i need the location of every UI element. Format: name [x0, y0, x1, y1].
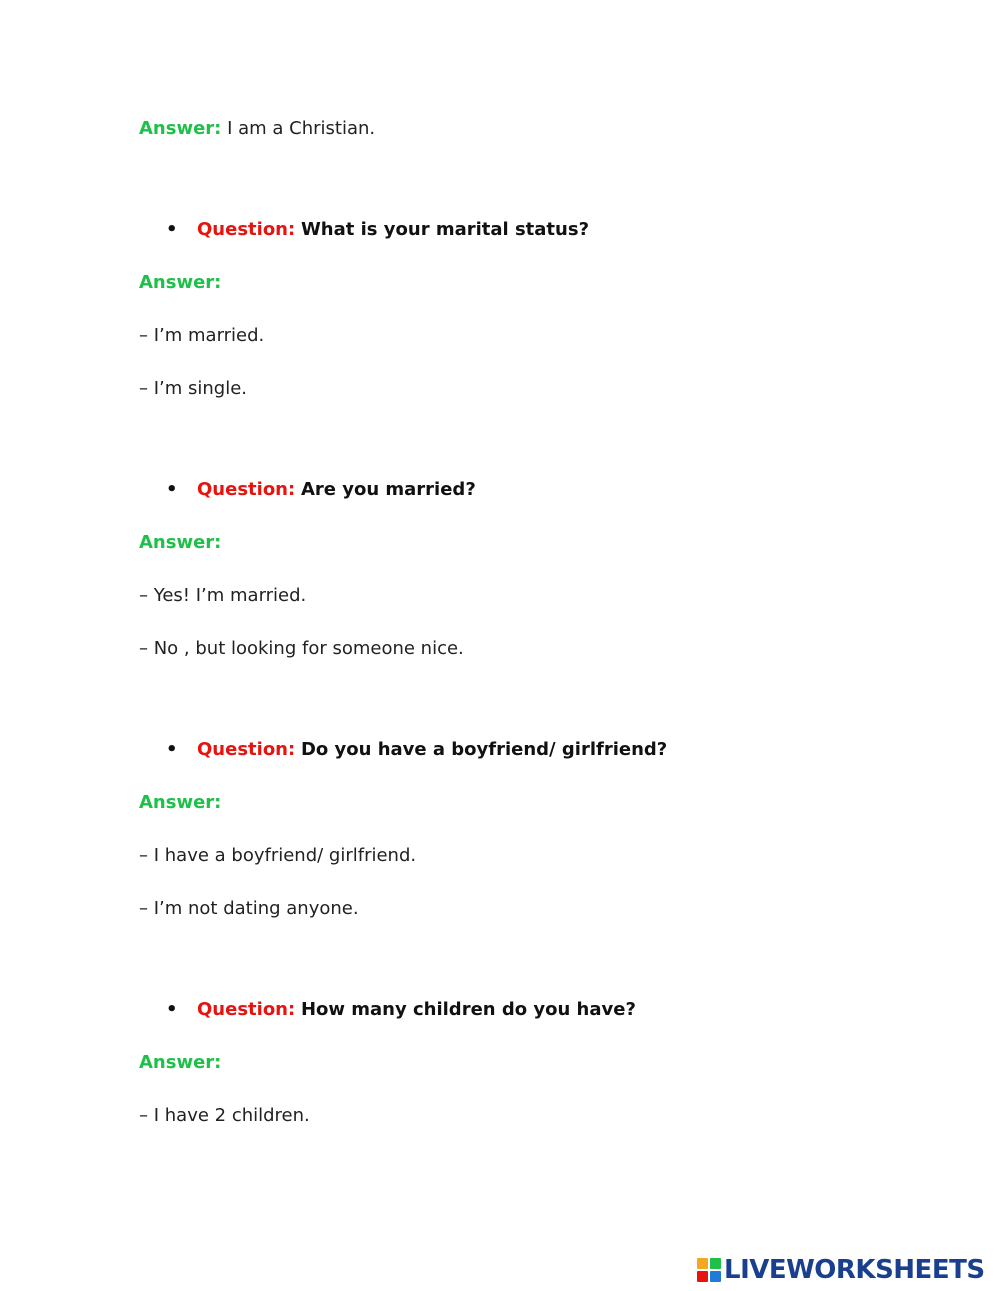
answer-label: Answer: [139, 272, 222, 293]
question-item [166, 478, 476, 502]
bullet-icon: • [166, 739, 178, 760]
answer-option: – No , but looking for someone nice. [139, 638, 464, 659]
answer-option: – I’m not dating anyone. [139, 898, 359, 919]
answer-heading [139, 531, 221, 555]
logo-block [697, 1271, 708, 1282]
question-item [166, 738, 667, 762]
answer-heading [139, 791, 221, 815]
question-text: What is your marital status? [300, 219, 590, 240]
logo-blocks-icon [697, 1258, 721, 1282]
answer-label: Answer: [139, 792, 222, 813]
answer-text: I am a Christian. [227, 118, 376, 139]
logo-block [710, 1258, 721, 1269]
question-label: Question: [197, 479, 296, 500]
answer-label: Answer: [139, 118, 222, 139]
question-text: Do you have a boyfriend/ girlfriend? [300, 739, 668, 760]
question-label: Question: [197, 739, 296, 760]
question-item [166, 998, 636, 1022]
liveworksheets-logo [697, 1255, 985, 1285]
answer-option: – I have 2 children. [139, 1105, 310, 1126]
question-item [166, 218, 589, 242]
question-label: Question: [197, 999, 296, 1020]
intro-answer [139, 117, 375, 141]
answer-heading [139, 271, 221, 295]
answer-option: – Yes! I’m married. [139, 585, 307, 606]
question-text: Are you married? [300, 479, 476, 500]
question-text: How many children do you have? [300, 999, 636, 1020]
answer-label: Answer: [139, 532, 222, 553]
answer-heading [139, 1051, 221, 1075]
answer-option: – I’m married. [139, 325, 265, 346]
question-label: Question: [197, 219, 296, 240]
logo-text: LIVEWORKSHEETS [724, 1255, 985, 1285]
bullet-icon: • [166, 999, 178, 1020]
bullet-icon: • [166, 219, 178, 240]
logo-block [697, 1258, 708, 1269]
bullet-icon: • [166, 479, 178, 500]
answer-option: – I have a boyfriend/ girlfriend. [139, 845, 417, 866]
logo-block [710, 1271, 721, 1282]
answer-option: – I’m single. [139, 378, 248, 399]
answer-label: Answer: [139, 1052, 222, 1073]
